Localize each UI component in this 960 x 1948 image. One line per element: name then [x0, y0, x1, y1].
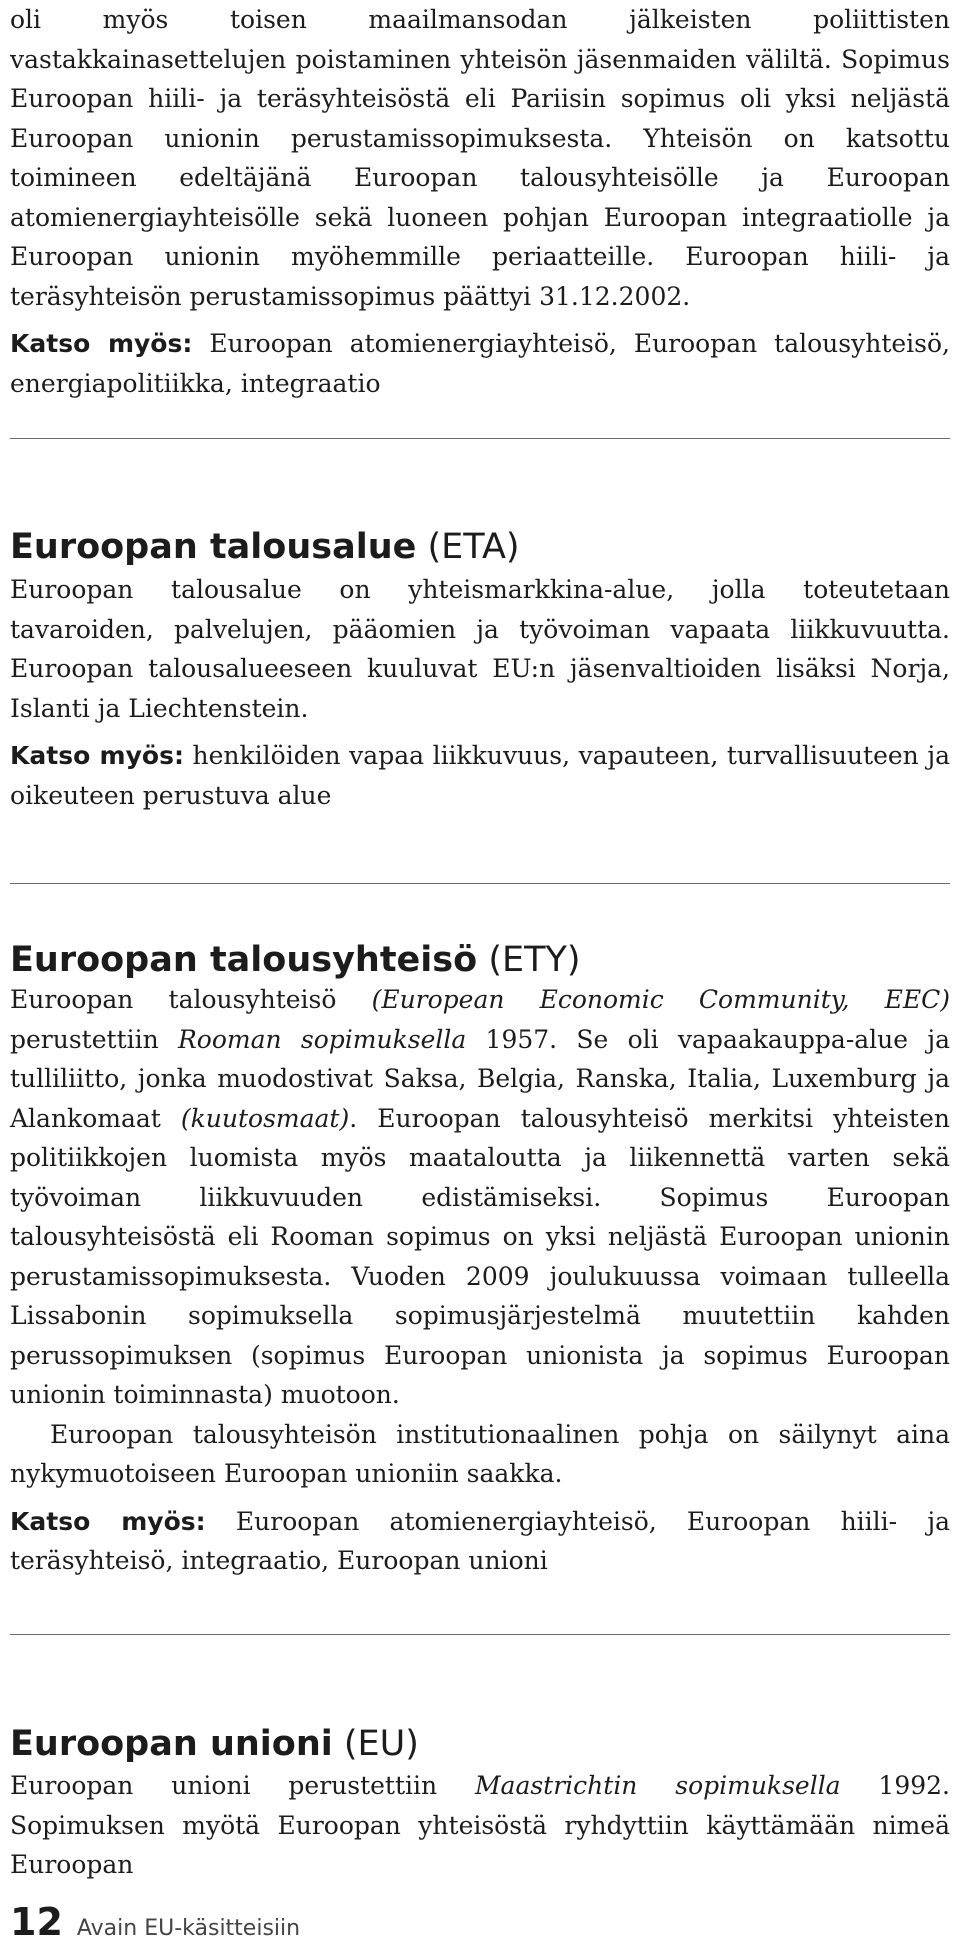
see-also — [10, 324, 950, 403]
divider — [10, 438, 950, 439]
heading-title: Euroopan unioni — [10, 1724, 333, 1764]
see-also-label: Katso myös: — [10, 741, 184, 770]
ety-paragraph-2: Euroopan talousyhteisön institutionaalinen pohja on säilynyt aina nykymuotoiseen Euroopan unioniin saakka. — [10, 1419, 950, 1488]
heading-abbr: (EU) — [343, 1724, 419, 1764]
ety-paragraph-1: Euroopan talousyhteisö (European Economic Community, EEC) perustettiin Rooman sopimuksella 1957. Se oli vapaakauppa-alue ja tulliliitto, jonka muodostivat Saksa, Belgia, Ranska, Italia, Luxemburg ja Alankomaat (kuutosmaat). Euroopan talousyhteisö merkitsi yhteisten politiikkojen luomista myös maataloutta ja liikennettä varten sekä työvoiman liikkuvuuden edistämiseksi. Sopimus Euroopan talousyhteisöstä eli Rooman sopimus on yksi neljästä Euroopan unionin perustamissopimuksesta. Vuoden 2009 joulukuussa voimaan tulleella Lissabonin sopimuksella sopimusjärjestelmä muutettiin kahden perussopimuksen (sopimus Euroopan unionista ja sopimus Euroopan unionin toiminnasta) muotoon. — [10, 985, 950, 1409]
section-eta — [10, 570, 950, 815]
see-also — [10, 1502, 950, 1581]
heading-eta — [10, 525, 520, 569]
heading-title: Euroopan talousyhteisö — [10, 940, 478, 980]
see-also-text: Euroopan atomienergiayhteisö, Euroopan talousyhteisö, energiapolitiikka, integraatio — [10, 329, 951, 398]
heading-ety — [10, 938, 581, 982]
see-also-label: Katso myös: — [10, 1506, 206, 1536]
see-also-label: Katso myös: — [10, 329, 193, 358]
continuation-paragraph: oli myös toisen maailmansodan jälkeisten poliittisten vastakkainasettelujen poistaminen yhteisön jäsenmaiden väliltä. Sopimus Euroopan hiili- ja teräsyhteisöstä eli Pariisin sopimus oli yksi neljästä Euroopan unionin perustamissopimuksesta. Yhteisön on katsottu toimineen edeltäjänä Euroopan talousyhteisölle ja Euroopan atomienergiayhteisölle sekä luoneen pohjan Euroopan integraatiolle ja Euroopan unionin myöhemmille periaatteille. Euroopan hiili- ja teräsyhteisön perustamissopimus päättyi 31.12.2002. — [10, 5, 950, 311]
eu-paragraph: Euroopan unioni perustettiin Maastrichtin sopimuksella 1992. Sopimuksen myötä Euroopan yhteisöstä ryhdyttiin käyttämään nimeä Euroopan — [10, 1771, 950, 1879]
divider — [10, 883, 950, 884]
eta-paragraph: Euroopan talousalue on yhteismarkkina-alue, jolla toteutetaan tavaroiden, palvelujen, pääomien ja työvoiman vapaata liikkuvuutta. Euroopan talousalueeseen kuuluvat EU:n jäsenvaltioiden lisäksi Norja, Islanti ja Liechtenstein. — [10, 575, 950, 723]
section-ety — [10, 980, 950, 1581]
book-title: Avain EU-käsitteisiin — [76, 1916, 301, 1941]
see-also-text: Euroopan atomienergiayhteisö, Euroopan hiili- ja teräsyhteisö, integraatio, Euroopan unioni — [10, 1506, 951, 1575]
heading-eu — [10, 1722, 419, 1766]
page-number: 12 — [10, 1900, 63, 1944]
section-continuation — [10, 0, 950, 403]
heading-title: Euroopan talousalue — [10, 527, 417, 567]
heading-abbr: (ETY) — [488, 940, 581, 980]
divider — [10, 1634, 950, 1635]
section-eu — [10, 1766, 950, 1885]
see-also — [10, 736, 950, 815]
see-also-text: henkilöiden vapaa liikkuvuus, vapauteen, turvallisuuteen ja oikeuteen perustuva alue — [10, 741, 950, 810]
heading-abbr: (ETA) — [427, 527, 520, 567]
page-footer — [10, 1900, 300, 1944]
